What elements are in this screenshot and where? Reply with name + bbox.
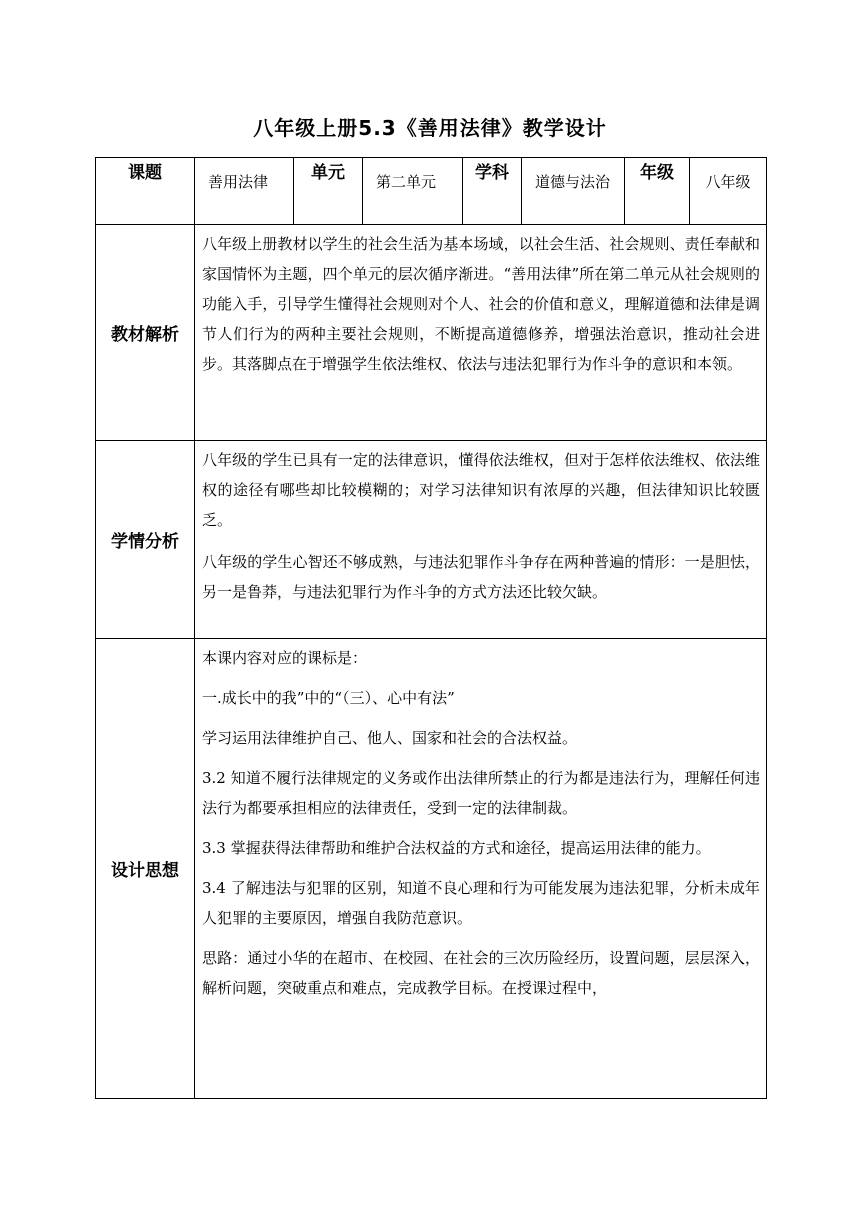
header-row xyxy=(96,158,767,225)
topic-value: 善用法律 xyxy=(195,158,294,225)
subject-label: 学科 xyxy=(463,158,522,225)
textbook-analysis-content xyxy=(195,225,767,441)
unit-label: 单元 xyxy=(294,158,363,225)
design-paragraph: 思路：通过小华的在超市、在校园、在社会的三次历险经历，设置问题，层层深入，解析问题，突破重点和难点，完成教学目标。在授课过程中， xyxy=(202,949,760,997)
design-paragraph: 本课内容对应的课标是： xyxy=(202,649,368,667)
student-analysis-label: 学情分析 xyxy=(96,441,195,639)
topic-label: 课题 xyxy=(96,158,195,225)
student-analysis-row xyxy=(96,441,767,639)
design-idea-label: 设计思想 xyxy=(96,639,195,1099)
unit-value: 第二单元 xyxy=(363,158,463,225)
design-paragraph: 3.2 知道不履行法律规定的义务或作出法律所禁止的行为都是违法行为，理解任何违法行为都要承担相应的法律责任，受到一定的法律制裁。 xyxy=(202,769,760,817)
grade-label: 年级 xyxy=(625,158,690,225)
textbook-paragraph: 八年级上册教材以学生的社会生活为基本场域，以社会生活、社会规则、责任奉献和家国情怀为主题，四个单元的层次循序渐进。“善用法律”所在第二单元从社会规则的功能入手，引导学生懂得社会规则对个人、社会的价值和意义，理解道德和法律是调节人们行为的两种主要社会规则，不断提高道德修养，增强法治意识，推动社会进步。其落脚点在于增强学生依法维权、依法与违法犯罪行为作斗争的意识和本领。 xyxy=(202,235,760,373)
lesson-plan-table xyxy=(95,157,767,1099)
student-paragraph: 八年级的学生已具有一定的法律意识，懂得依法维权，但对于怎样依法维权、依法维权的途径有哪些却比较模糊的；对学习法律知识有浓厚的兴趣，但法律知识比较匮乏。 xyxy=(202,451,760,529)
student-paragraph: 八年级的学生心智还不够成熟，与违法犯罪作斗争存在两种普遍的情形：一是胆怯，另一是鲁莽，与违法犯罪行为作斗争的方式方法还比较欠缺。 xyxy=(202,553,760,601)
textbook-analysis-row xyxy=(96,225,767,441)
document-title: 八年级上册5.3《善用法律》教学设计 xyxy=(253,116,607,140)
design-idea-content xyxy=(195,639,767,1099)
design-paragraph: 一.成长中的我”中的“（三）、心中有法” xyxy=(202,689,455,707)
grade-value: 八年级 xyxy=(690,158,767,225)
design-paragraph: 3.4 了解违法与犯罪的区别，知道不良心理和行为可能发展为违法犯罪，分析未成年人犯罪的主要原因，增强自我防范意识。 xyxy=(202,879,760,927)
subject-value: 道德与法治 xyxy=(522,158,625,225)
design-paragraph: 3.3 掌握获得法律帮助和维护合法权益的方式和途径，提高运用法律的能力。 xyxy=(202,839,711,857)
student-analysis-content xyxy=(195,441,767,639)
design-paragraph: 学习运用法律维护自己、他人、国家和社会的合法权益。 xyxy=(202,729,578,747)
textbook-analysis-label: 教材解析 xyxy=(96,225,195,441)
design-idea-row xyxy=(96,639,767,1099)
